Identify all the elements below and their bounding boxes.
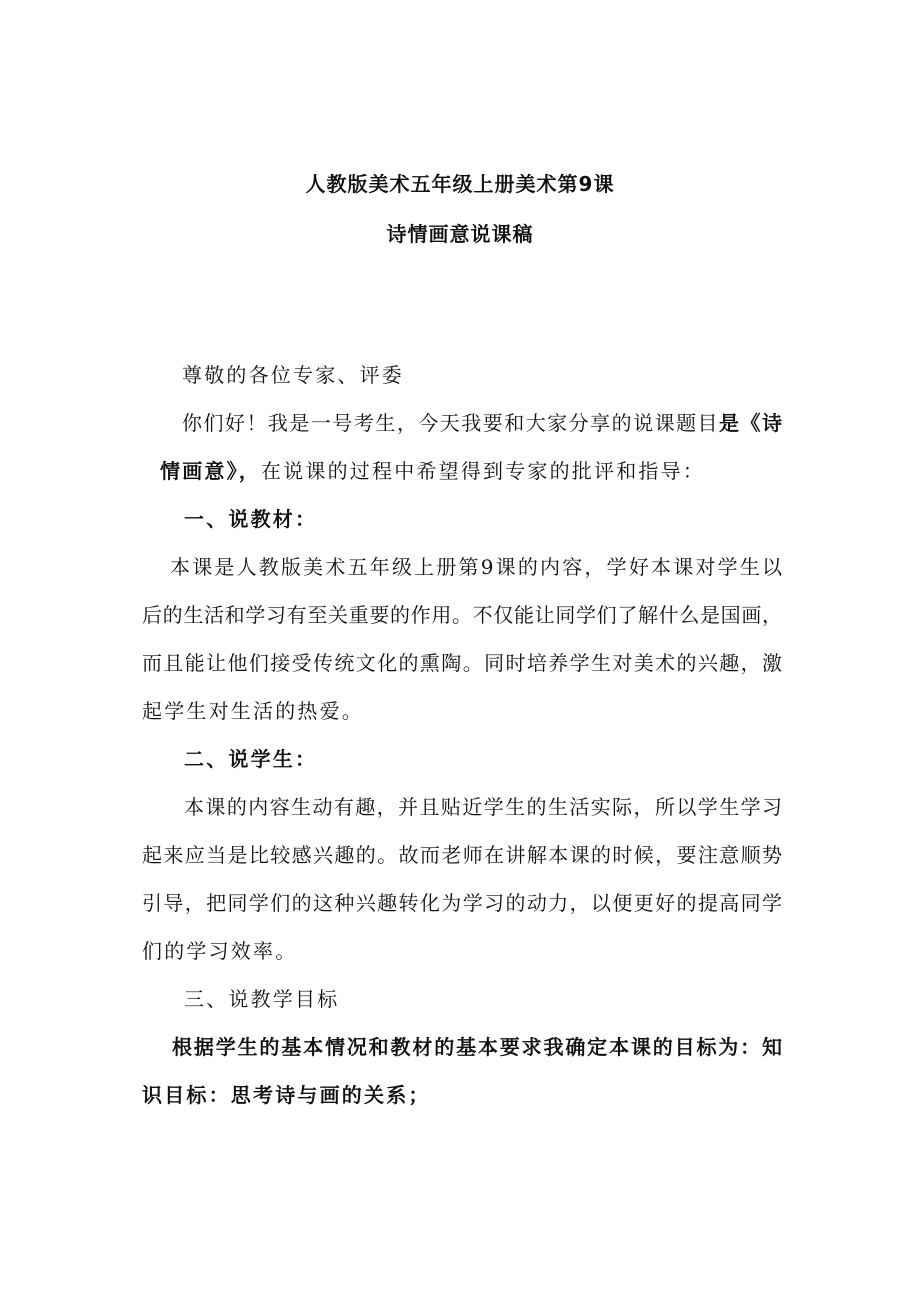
section2-line-2: 起来应当是比较感兴趣的。故而老师在讲解本课的时候，要注意顺势: [142, 843, 782, 867]
salutation: 尊敬的各位专家、评委: [182, 363, 404, 387]
section-heading-objectives: 三、说教学目标: [184, 987, 340, 1011]
document-title: 人教版美术五年级上册美术第9课: [305, 172, 615, 196]
section-heading-textbook: 一、说教材：: [184, 507, 318, 531]
section1-line-4: 起学生对生活的热爱。: [142, 699, 364, 723]
section3-line-2: 识目标：思考诗与画的关系；: [142, 1083, 431, 1107]
section1-line-3: 而且能让他们接受传统文化的熏陶。同时培养学生对美术的兴趣，激: [142, 651, 782, 675]
intro-plain-text: 你们好！我是一号考生，今天我要和大家分享的说课题目: [182, 411, 720, 435]
intro-bold-text: 是《诗: [719, 411, 783, 435]
document-subtitle: 诗情画意说课稿: [386, 222, 534, 246]
section1-line-1: 本课是人教版美术五年级上册第9课的内容，学好本课对学生以: [170, 555, 782, 579]
section2-line-3: 引导，把同学们的这种兴趣转化为学习的动力，以便更好的提高同学: [142, 891, 782, 915]
intro-line-1: [182, 410, 782, 436]
intro-plain-text-2: 在说课的过程中希望得到专家的批评和指导：: [261, 459, 705, 483]
section1-line-2: 后的生活和学习有至关重要的作用。不仅能让同学们了解什么是国画，: [142, 603, 782, 627]
section3-line-1: 根据学生的基本情况和教材的基本要求我确定本课的目标为：知: [172, 1035, 782, 1059]
intro-lesson-title: 情画意》，: [160, 459, 261, 483]
section2-line-4: 们的学习效率。: [142, 939, 298, 963]
section-heading-students: 二、说学生：: [184, 747, 318, 771]
intro-line-2: [160, 458, 705, 484]
section2-line-1: 本课的内容生动有趣，并且贴近学生的生活实际，所以学生学习: [184, 795, 782, 819]
